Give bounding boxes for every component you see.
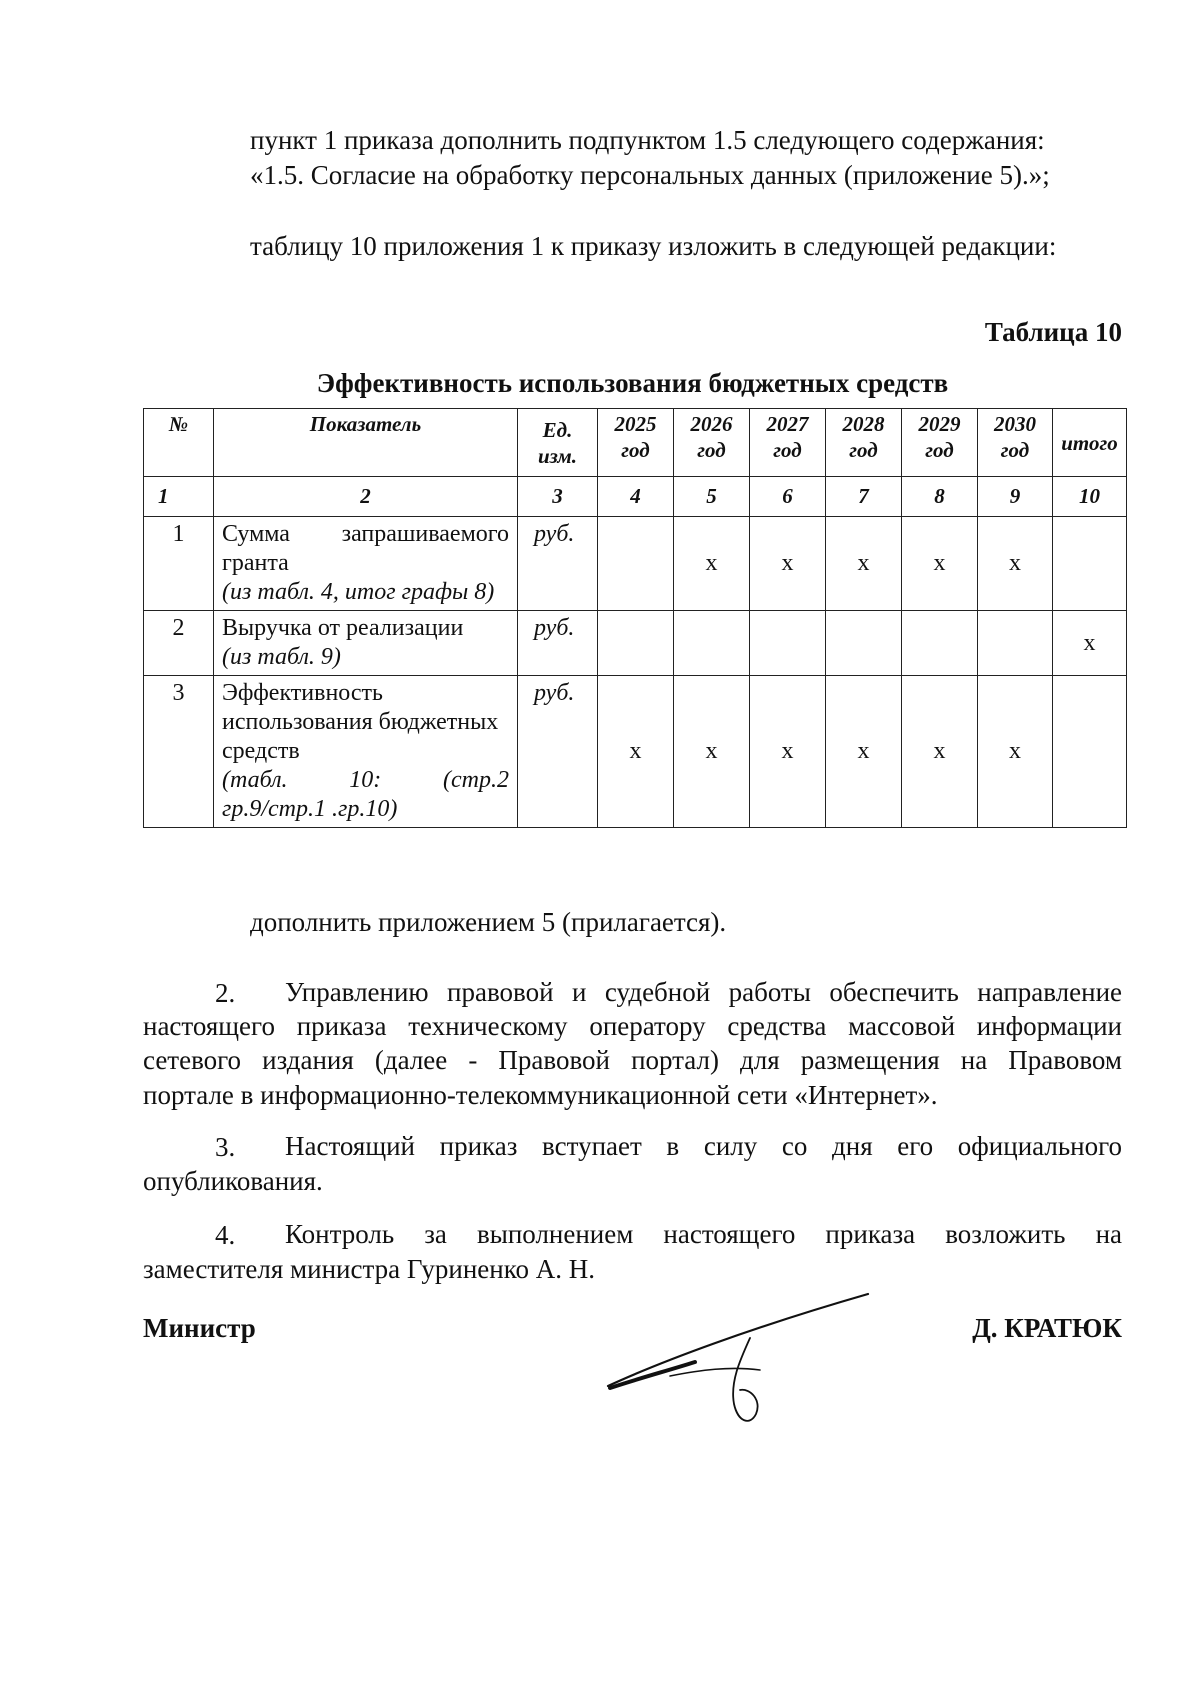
header-unit	[518, 409, 598, 477]
value-cell	[826, 611, 902, 676]
header-2030-year: 2030	[994, 412, 1036, 436]
header-2025-year: 2025	[614, 412, 657, 436]
header-unit-line-1: Ед.	[542, 417, 573, 442]
value-cell: х	[750, 517, 826, 611]
header-2027	[750, 409, 826, 477]
item-3-line-2: опубликования.	[143, 1166, 323, 1196]
value-cell: х	[674, 676, 750, 828]
header-unit-line-2: изм.	[538, 443, 577, 468]
col-number: 4	[598, 477, 674, 517]
item-3-number: 3.	[215, 1132, 236, 1162]
formula-word: (табл.	[222, 767, 288, 793]
header-indicator: Показатель	[214, 409, 518, 477]
value-cell	[1053, 517, 1127, 611]
header-2026-year: 2026	[690, 412, 733, 436]
indicator-name-line: Эффективность	[222, 680, 383, 706]
efficiency-table	[143, 408, 1127, 828]
row-number: 1	[144, 517, 214, 611]
col-number: 1	[144, 477, 214, 517]
value-cell: х	[1053, 611, 1127, 676]
item-2-line-3: сетевого издания (далее - Правовой портал) для размещения на Правовом	[143, 1045, 1122, 1075]
header-2026-word: год	[697, 438, 726, 462]
header-2029-word: год	[925, 438, 954, 462]
indicator-source-note: (из табл. 4, итог графы 8)	[222, 579, 495, 605]
value-cell: х	[826, 517, 902, 611]
header-2028-year: 2028	[842, 412, 885, 436]
indicator-cell	[214, 676, 518, 828]
header-2025	[598, 409, 674, 477]
item-4-line-2: заместителя министра Гуриненко А. Н.	[143, 1254, 595, 1284]
value-cell	[902, 611, 978, 676]
item-2-number: 2.	[215, 978, 236, 1008]
header-2030-word: год	[1000, 438, 1030, 462]
handwritten-signature-icon	[600, 1290, 880, 1430]
unit-cell: руб.	[518, 517, 598, 611]
value-cell: х	[978, 676, 1053, 828]
header-total: итого	[1053, 409, 1127, 477]
item-3-first-line: Настоящий приказ вступает в силу со дня его официального	[285, 1131, 1122, 1161]
item-2-first-line: Управлению правовой и судебной работы обеспечить направление	[285, 977, 1122, 1007]
header-2029	[902, 409, 978, 477]
header-2026	[674, 409, 750, 477]
formula-word: (стр.2	[443, 767, 510, 793]
indicator-name-line	[222, 520, 509, 549]
indicator-word: запрашиваемого	[341, 521, 509, 547]
indicator-source-note: (из табл. 9)	[222, 644, 341, 670]
col-number: 8	[902, 477, 978, 517]
item-4-first-line: Контроль за выполнением настоящего приказа возложить на	[285, 1219, 1122, 1249]
signer-name: Д. КРАТЮК	[972, 1313, 1122, 1343]
table-label: Таблица 10	[984, 317, 1122, 347]
indicator-name-cont: гранта	[222, 550, 289, 576]
value-cell	[598, 517, 674, 611]
value-cell: х	[902, 676, 978, 828]
header-2029-year: 2029	[918, 412, 961, 436]
value-cell	[978, 611, 1053, 676]
col-number: 5	[674, 477, 750, 517]
row-number: 2	[144, 611, 214, 676]
value-cell: х	[978, 517, 1053, 611]
column-number-row	[144, 477, 1127, 517]
table-row	[144, 611, 1127, 676]
value-cell: х	[902, 517, 978, 611]
col-number: 2	[214, 477, 518, 517]
header-no: №	[144, 409, 214, 477]
header-2025-word: год	[621, 438, 650, 462]
header-2027-word: год	[773, 438, 802, 462]
indicator-cell	[214, 517, 518, 611]
header-2028-word: год	[849, 438, 878, 462]
signer-position: Министр	[143, 1313, 256, 1343]
table-header-row	[144, 409, 1127, 477]
indicator-name-line: использования бюджетных	[222, 709, 499, 735]
item-4-number: 4.	[215, 1220, 236, 1250]
col-number: 6	[750, 477, 826, 517]
indicator-word: Сумма	[222, 521, 290, 547]
table-title: Эффективность использования бюджетных средств	[316, 368, 949, 398]
unit-cell: руб.	[518, 676, 598, 828]
value-cell: х	[750, 676, 826, 828]
formula-word: 10:	[349, 767, 382, 793]
after-table-text: дополнить приложением 5 (прилагается).	[250, 907, 727, 937]
row-number: 3	[144, 676, 214, 828]
unit-cell: руб.	[518, 611, 598, 676]
value-cell	[750, 611, 826, 676]
header-2027-year: 2027	[766, 412, 809, 436]
item-2-line-4: портале в информационно-телекоммуникационной сети «Интернет».	[143, 1080, 938, 1110]
indicator-cell	[214, 611, 518, 676]
table-row	[144, 676, 1127, 828]
value-cell	[1053, 676, 1127, 828]
value-cell: х	[598, 676, 674, 828]
intro-line-1: пункт 1 приказа дополнить подпунктом 1.5 следующего содержания:	[250, 125, 1045, 155]
value-cell: х	[674, 517, 750, 611]
intro-line-2: «1.5. Согласие на обработку персональных данных (приложение 5).»;	[250, 160, 1050, 190]
intro-line-3: таблицу 10 приложения 1 к приказу изложить в следующей редакции:	[250, 231, 1057, 261]
col-number: 9	[978, 477, 1053, 517]
indicator-name-line: средств	[222, 738, 300, 764]
value-cell	[598, 611, 674, 676]
col-number: 3	[518, 477, 598, 517]
header-2028	[826, 409, 902, 477]
header-2030	[978, 409, 1053, 477]
col-number: 7	[826, 477, 902, 517]
item-2-line-2: настоящего приказа техническому оператору средства массовой информации	[143, 1011, 1122, 1041]
indicator-name: Выручка от реализации	[222, 615, 464, 641]
table-row	[144, 517, 1127, 611]
indicator-formula-line	[222, 766, 509, 795]
value-cell	[674, 611, 750, 676]
indicator-formula-cont: гр.9/стр.1 .гр.10)	[222, 796, 398, 822]
col-number: 10	[1053, 477, 1127, 517]
value-cell: х	[826, 676, 902, 828]
